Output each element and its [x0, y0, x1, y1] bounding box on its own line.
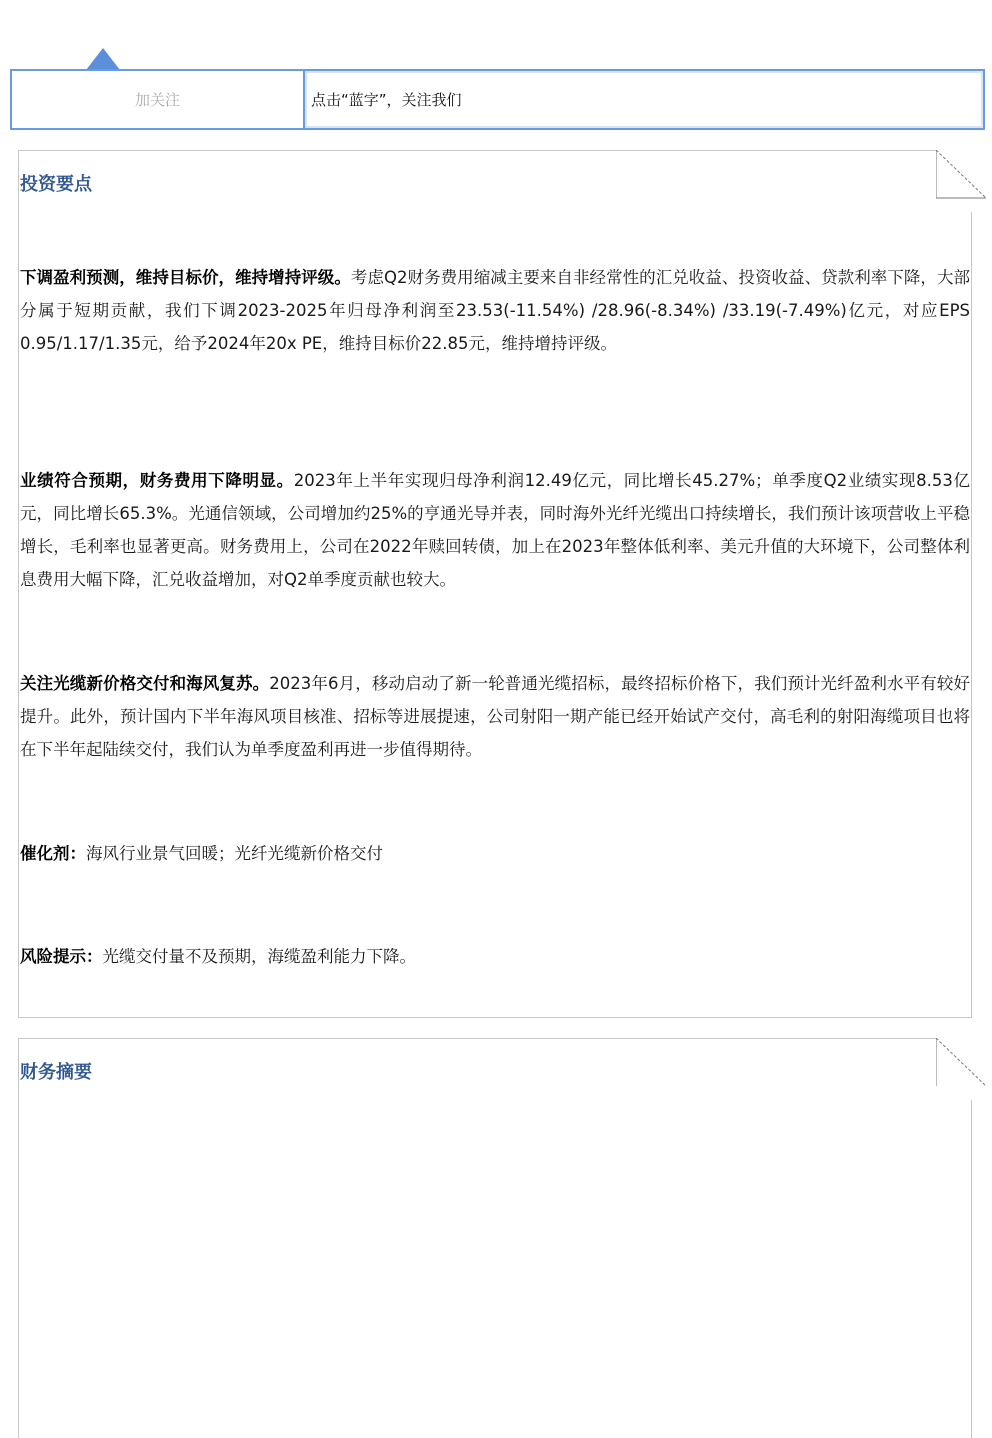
- paragraph-performance: [20, 464, 970, 596]
- follow-button[interactable]: 加关注: [12, 71, 305, 128]
- paragraph-lead: 下调盈利预测，维持目标价，维持增持评级。: [20, 268, 351, 287]
- card-border-right: [971, 212, 972, 1018]
- paragraph-earnings-forecast: [20, 261, 970, 360]
- section-title: 财务摘要: [20, 1062, 92, 1083]
- paragraph-lead: 业绩符合预期，财务费用下降明显。: [20, 471, 294, 490]
- paragraph-lead: 关注光缆新价格交付和海风复苏。: [20, 674, 270, 693]
- page-fold-icon: [936, 150, 986, 200]
- financial-summary-card: [18, 1038, 972, 1418]
- paragraph-body: 2023年6月，移动启动了新一轮普通光缆招标，最终招标价格下，我们预计光纤盈利水平有较好提升。此外，预计国内下半年海风项目核准、招标等进展提速，公司射阳一期产能已经开始试产交付，高毛利的射阳海缆项目也将在下半年起陆续交付，我们认为单季度盈利再进一步值得期待。: [20, 674, 970, 759]
- page-fold-icon: [936, 1038, 986, 1088]
- investment-highlights-card: [18, 150, 972, 1018]
- follow-banner: [10, 48, 985, 132]
- card-border-right: [971, 1100, 972, 1438]
- follow-prompt: 点击“蓝字”，关注我们: [305, 71, 983, 128]
- paragraph-body: 海风行业景气回暖；光纤光缆新价格交付: [86, 844, 383, 863]
- pointer-arrow-icon: [86, 48, 120, 70]
- section-title: 投资要点: [20, 174, 92, 195]
- card-border: [18, 1038, 972, 1438]
- follow-box: [10, 69, 985, 130]
- paragraph-body: 2023年上半年实现归母净利润12.49亿元，同比增长45.27%；单季度Q2业绩实现8.53亿元，同比增长65.3%。光通信领域，公司增加约25%的亨通光导并表，同时海外光纤光缆出口持续增长，我们预计该项营收上平稳增长，毛利率也显著更高。财务费用上，公司在2022年赎回转债，加上在2023年整体低利率、美元升值的大环境下，公司整体利息费用大幅下降，汇兑收益增加，对Q2单季度贡献也较大。: [20, 471, 971, 589]
- paragraph-catalysts: [20, 837, 970, 870]
- paragraph-body: 考虑Q2财务费用缩减主要来自非经常性的汇兑收益、投资收益、贷款利率下降，大部分属于短期贡献，我们下调2023-2025年归母净利润至23.53(-11.54%) /28.96(-8.34%) /33.19(-7.49%)亿元，对应EPS 0.95/1.17/1.35元，给予2024年20x PE，维持目标价22.85元，维持增持评级。: [20, 268, 970, 353]
- paragraph-body: 光缆交付量不及预期，海缆盈利能力下降。: [102, 947, 416, 966]
- paragraph-cable-offshore-wind: [20, 667, 970, 766]
- paragraph-lead: 催化剂：: [20, 844, 86, 863]
- paragraph-lead: 风险提示：: [20, 947, 103, 966]
- paragraph-risks: [20, 940, 970, 973]
